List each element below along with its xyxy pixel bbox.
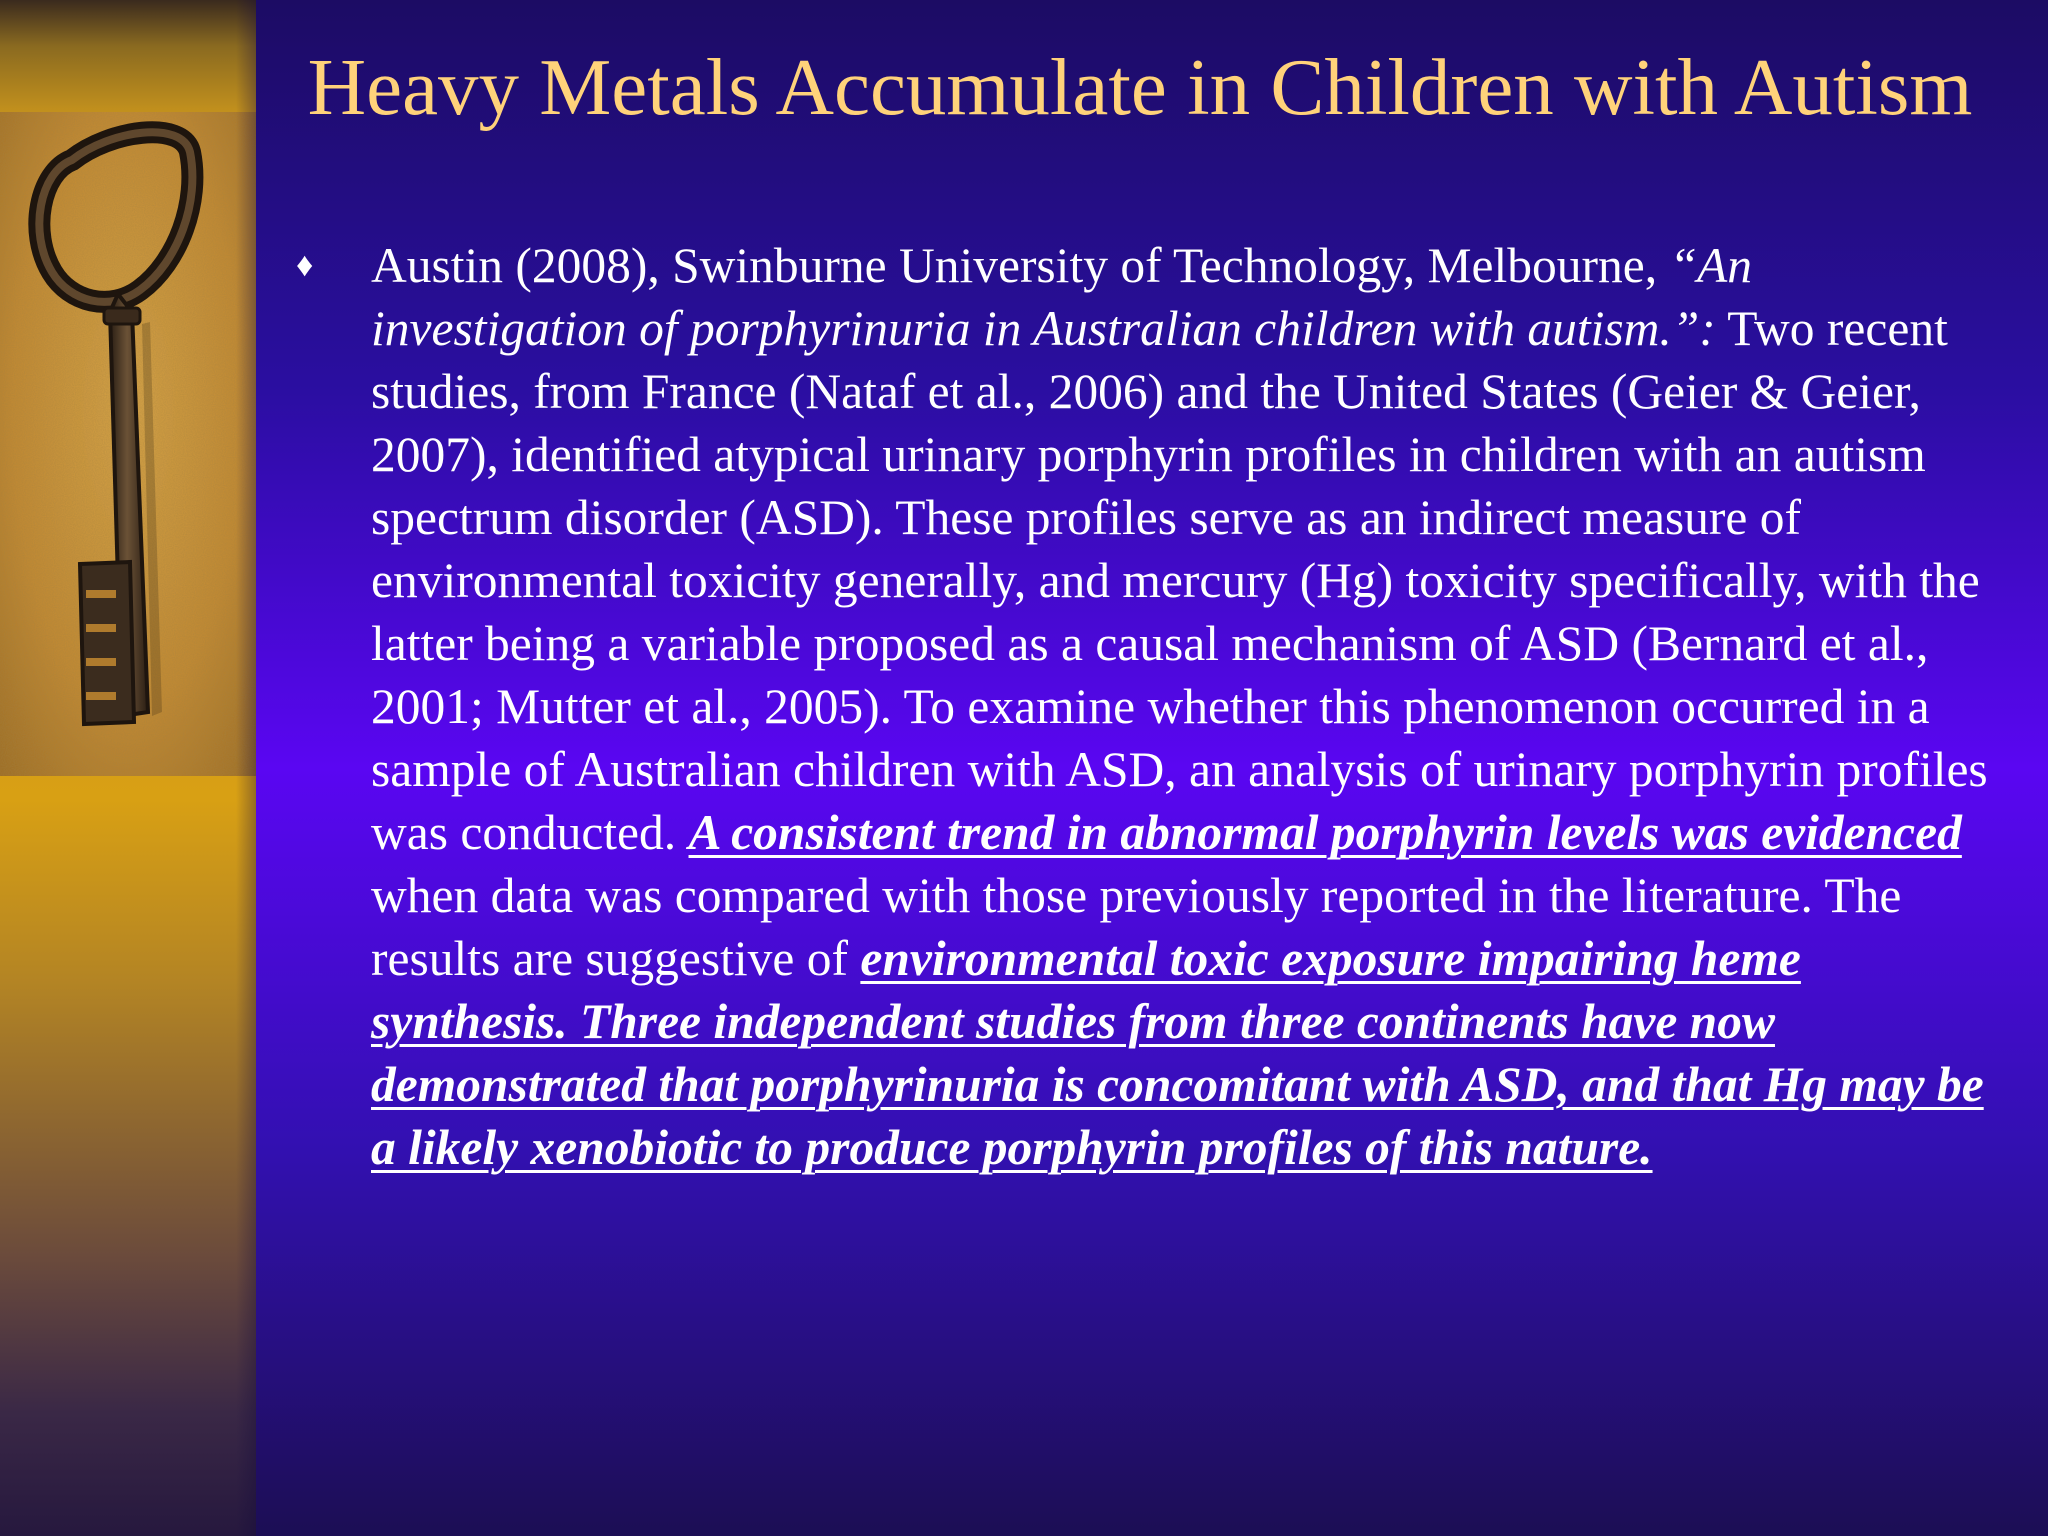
slide-title: Heavy Metals Accumulate in Children with Autism: [307, 42, 1973, 132]
citation-author: Austin (2008), Swinburne University of Technology, Melbourne,: [371, 238, 1670, 293]
citation-title: “An investigation of porphyrinuria in Australian children with autism.”:: [371, 238, 1753, 356]
antique-key-photo: [0, 112, 256, 776]
abstract-text-continued: when data was compared with those previously reported in the literature. The results are suggestive of: [371, 868, 1902, 986]
abstract-text: Two recent studies, from France (Nataf et al., 2006) and the United States (Geier & Geier, 2007), identified atypical urinary porphyrin profiles in children with an autism spectrum disorder (ASD). These profiles serve as an indirect measure of environmental toxicity generally, and mercury (Hg) toxicity specifically, with the latter being a variable proposed as a causal mechanism of ASD (Bernard et al., 2001; Mutter et al., 2005). To examine whether this phenomenon occurred in a sample of Australian children with ASD, an analysis of urinary porphyrin profiles was conducted.: [371, 301, 1988, 860]
emphasized-finding: A consistent trend in abnormal porphyrin levels was evidenced: [688, 805, 1962, 860]
emphasized-conclusion: environmental toxic exposure impairing heme synthesis. Three independent studies from three continents have now demonstrated that porphyrinuria is concomitant with ASD, and that Hg may be a likely xenobiotic to produce porphyrin profiles of this nature.: [371, 931, 1984, 1175]
diamond-bullet-icon: ♦: [296, 247, 314, 284]
side-strip-shadow: [236, 0, 256, 1536]
bullet-list: [296, 234, 2006, 1179]
bullet-item: [296, 234, 2006, 1179]
